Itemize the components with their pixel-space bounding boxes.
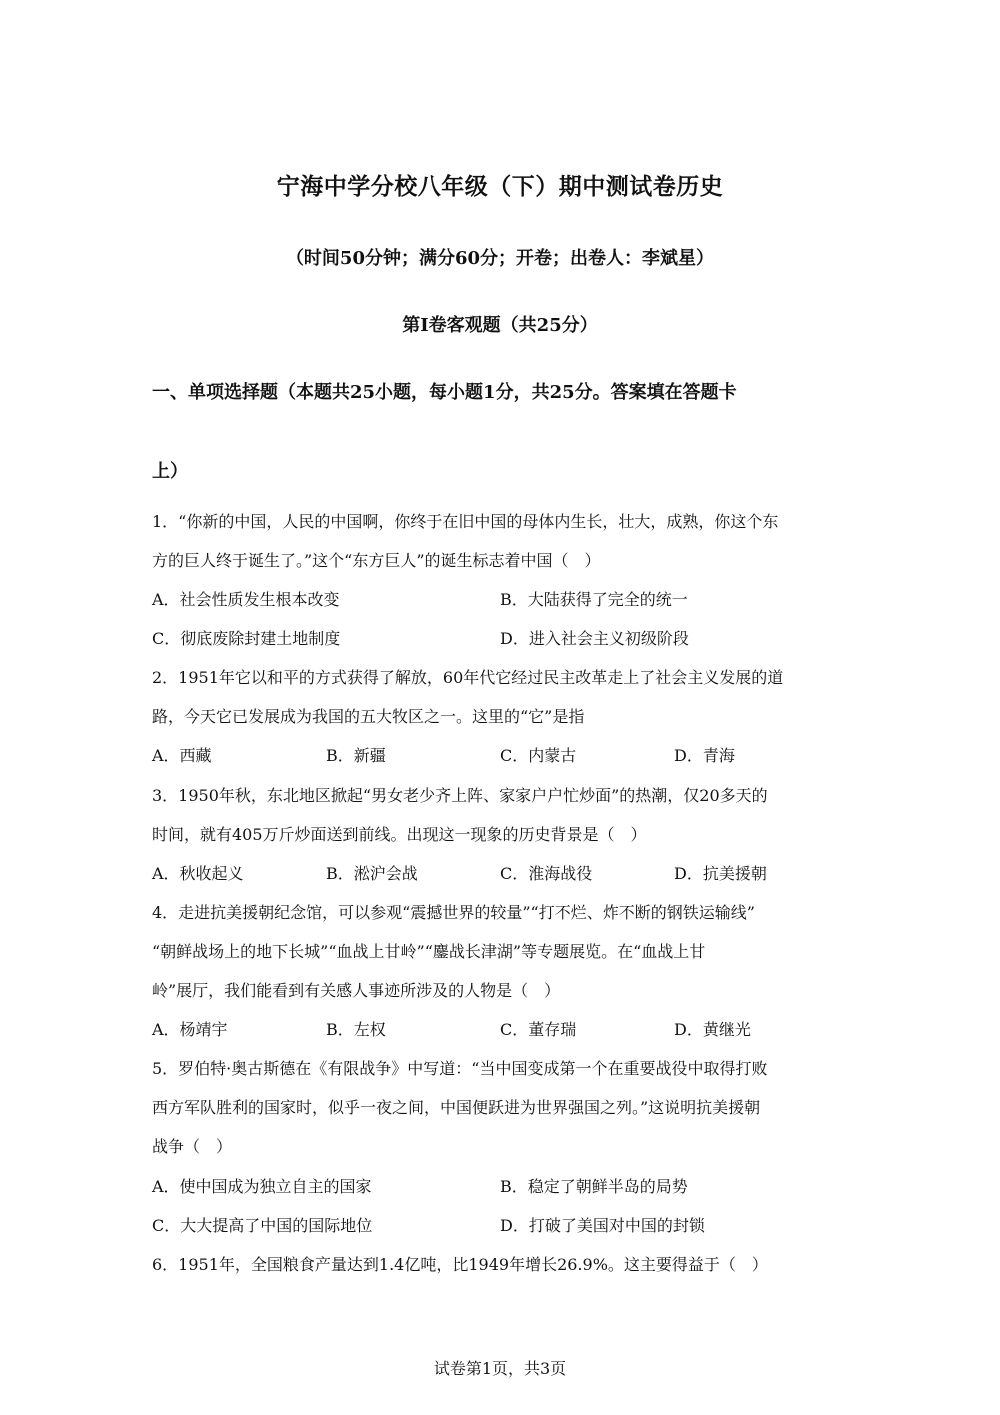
question-5-option-b: B．稳定了朝鲜半岛的局势 bbox=[500, 1177, 688, 1196]
question-4-line-1: 4．走进抗美援朝纪念馆，可以参观“震撼世界的较量”“打不烂、炸不断的钢铁运输线” bbox=[152, 903, 755, 922]
question-4-option-b: B．左权 bbox=[326, 1020, 386, 1039]
exam-info: （时间50分钟；满分60分；开卷；出卷人：李斌星） bbox=[285, 248, 715, 269]
question-2-option-b: B．新疆 bbox=[326, 746, 386, 765]
question-3-option-a: A．秋收起义 bbox=[152, 864, 244, 883]
question-4-option-a: A．杨靖宇 bbox=[152, 1020, 228, 1039]
section-heading: 第Ⅰ卷客观题（共25分） bbox=[402, 315, 598, 336]
question-1-line-1: 1．“你新的中国，人民的中国啊，你终于在旧中国的母体内生长，壮大，成熟，你这个东 bbox=[152, 512, 779, 531]
question-4-line-3: 岭”展厅，我们能看到有关感人事迹所涉及的人物是（ ） bbox=[152, 981, 561, 1000]
part-heading-line-2: 上） bbox=[152, 461, 188, 482]
question-3-line-1: 3．1950年秋，东北地区掀起“男女老少齐上阵、家家户户忙炒面”的热潮，仅20多天的 bbox=[152, 786, 768, 805]
question-2-line-2: 路，今天它已发展成为我国的五大牧区之一。这里的“它”是指 bbox=[152, 707, 585, 726]
question-5-option-c: C．大大提高了中国的国际地位 bbox=[152, 1216, 373, 1235]
question-1-option-a: A．社会性质发生根本改变 bbox=[152, 590, 340, 609]
page-footer: 试卷第1页，共3页 bbox=[433, 1359, 567, 1378]
question-5-option-d: D．打破了美国对中国的封锁 bbox=[500, 1216, 705, 1235]
question-2-line-1: 2．1951年它以和平的方式获得了解放，60年代它经过民主改革走上了社会主义发展的道 bbox=[152, 668, 784, 687]
question-5-line-2: 西方军队胜利的国家时，似乎一夜之间，中国便跃进为世界强国之列。”这说明抗美援朝 bbox=[152, 1098, 761, 1117]
question-4-option-c: C．董存瑞 bbox=[500, 1020, 577, 1039]
question-5-line-1: 5．罗伯特·奥古斯德在《有限战争》中写道：“当中国变成第一个在重要战役中取得打败 bbox=[152, 1059, 768, 1078]
question-3-option-c: C．淮海战役 bbox=[500, 864, 593, 883]
question-3-line-2: 时间，就有405万斤炒面送到前线。出现这一现象的历史背景是（ ） bbox=[152, 825, 647, 844]
question-4-option-d: D．黄继光 bbox=[674, 1020, 751, 1039]
question-5-option-a: A．使中国成为独立自主的国家 bbox=[152, 1177, 372, 1196]
question-3-option-d: D．抗美援朝 bbox=[674, 864, 767, 883]
question-2-option-a: A．西藏 bbox=[152, 746, 212, 765]
question-1-option-c: C．彻底废除封建土地制度 bbox=[152, 629, 341, 648]
question-1-option-b: B．大陆获得了完全的统一 bbox=[500, 590, 688, 609]
question-6-line-1: 6．1951年，全国粮食产量达到1.4亿吨，比1949年增长26.9%。这主要得益于（ ） bbox=[152, 1255, 768, 1274]
question-1-option-d: D．进入社会主义初级阶段 bbox=[500, 629, 689, 648]
question-2-option-c: C．内蒙古 bbox=[500, 746, 577, 765]
question-1-line-2: 方的巨人终于诞生了。”这个“东方巨人”的诞生标志着中国（ ） bbox=[152, 551, 601, 570]
question-5-line-3: 战争（ ） bbox=[152, 1137, 233, 1156]
question-2-option-d: D．青海 bbox=[674, 746, 735, 765]
part-heading-line-1: 一、单项选择题（本题共25小题，每小题1分，共25分。答案填在答题卡 bbox=[152, 382, 737, 403]
page-title: 宁海中学分校八年级（下）期中测试卷历史 bbox=[276, 173, 724, 200]
question-4-line-2: “朝鲜战场上的地下长城”“血战上甘岭”“鏖战长津湖”等专题展览。在“血战上甘 bbox=[152, 942, 706, 961]
question-3-option-b: B．淞沪会战 bbox=[326, 864, 418, 883]
